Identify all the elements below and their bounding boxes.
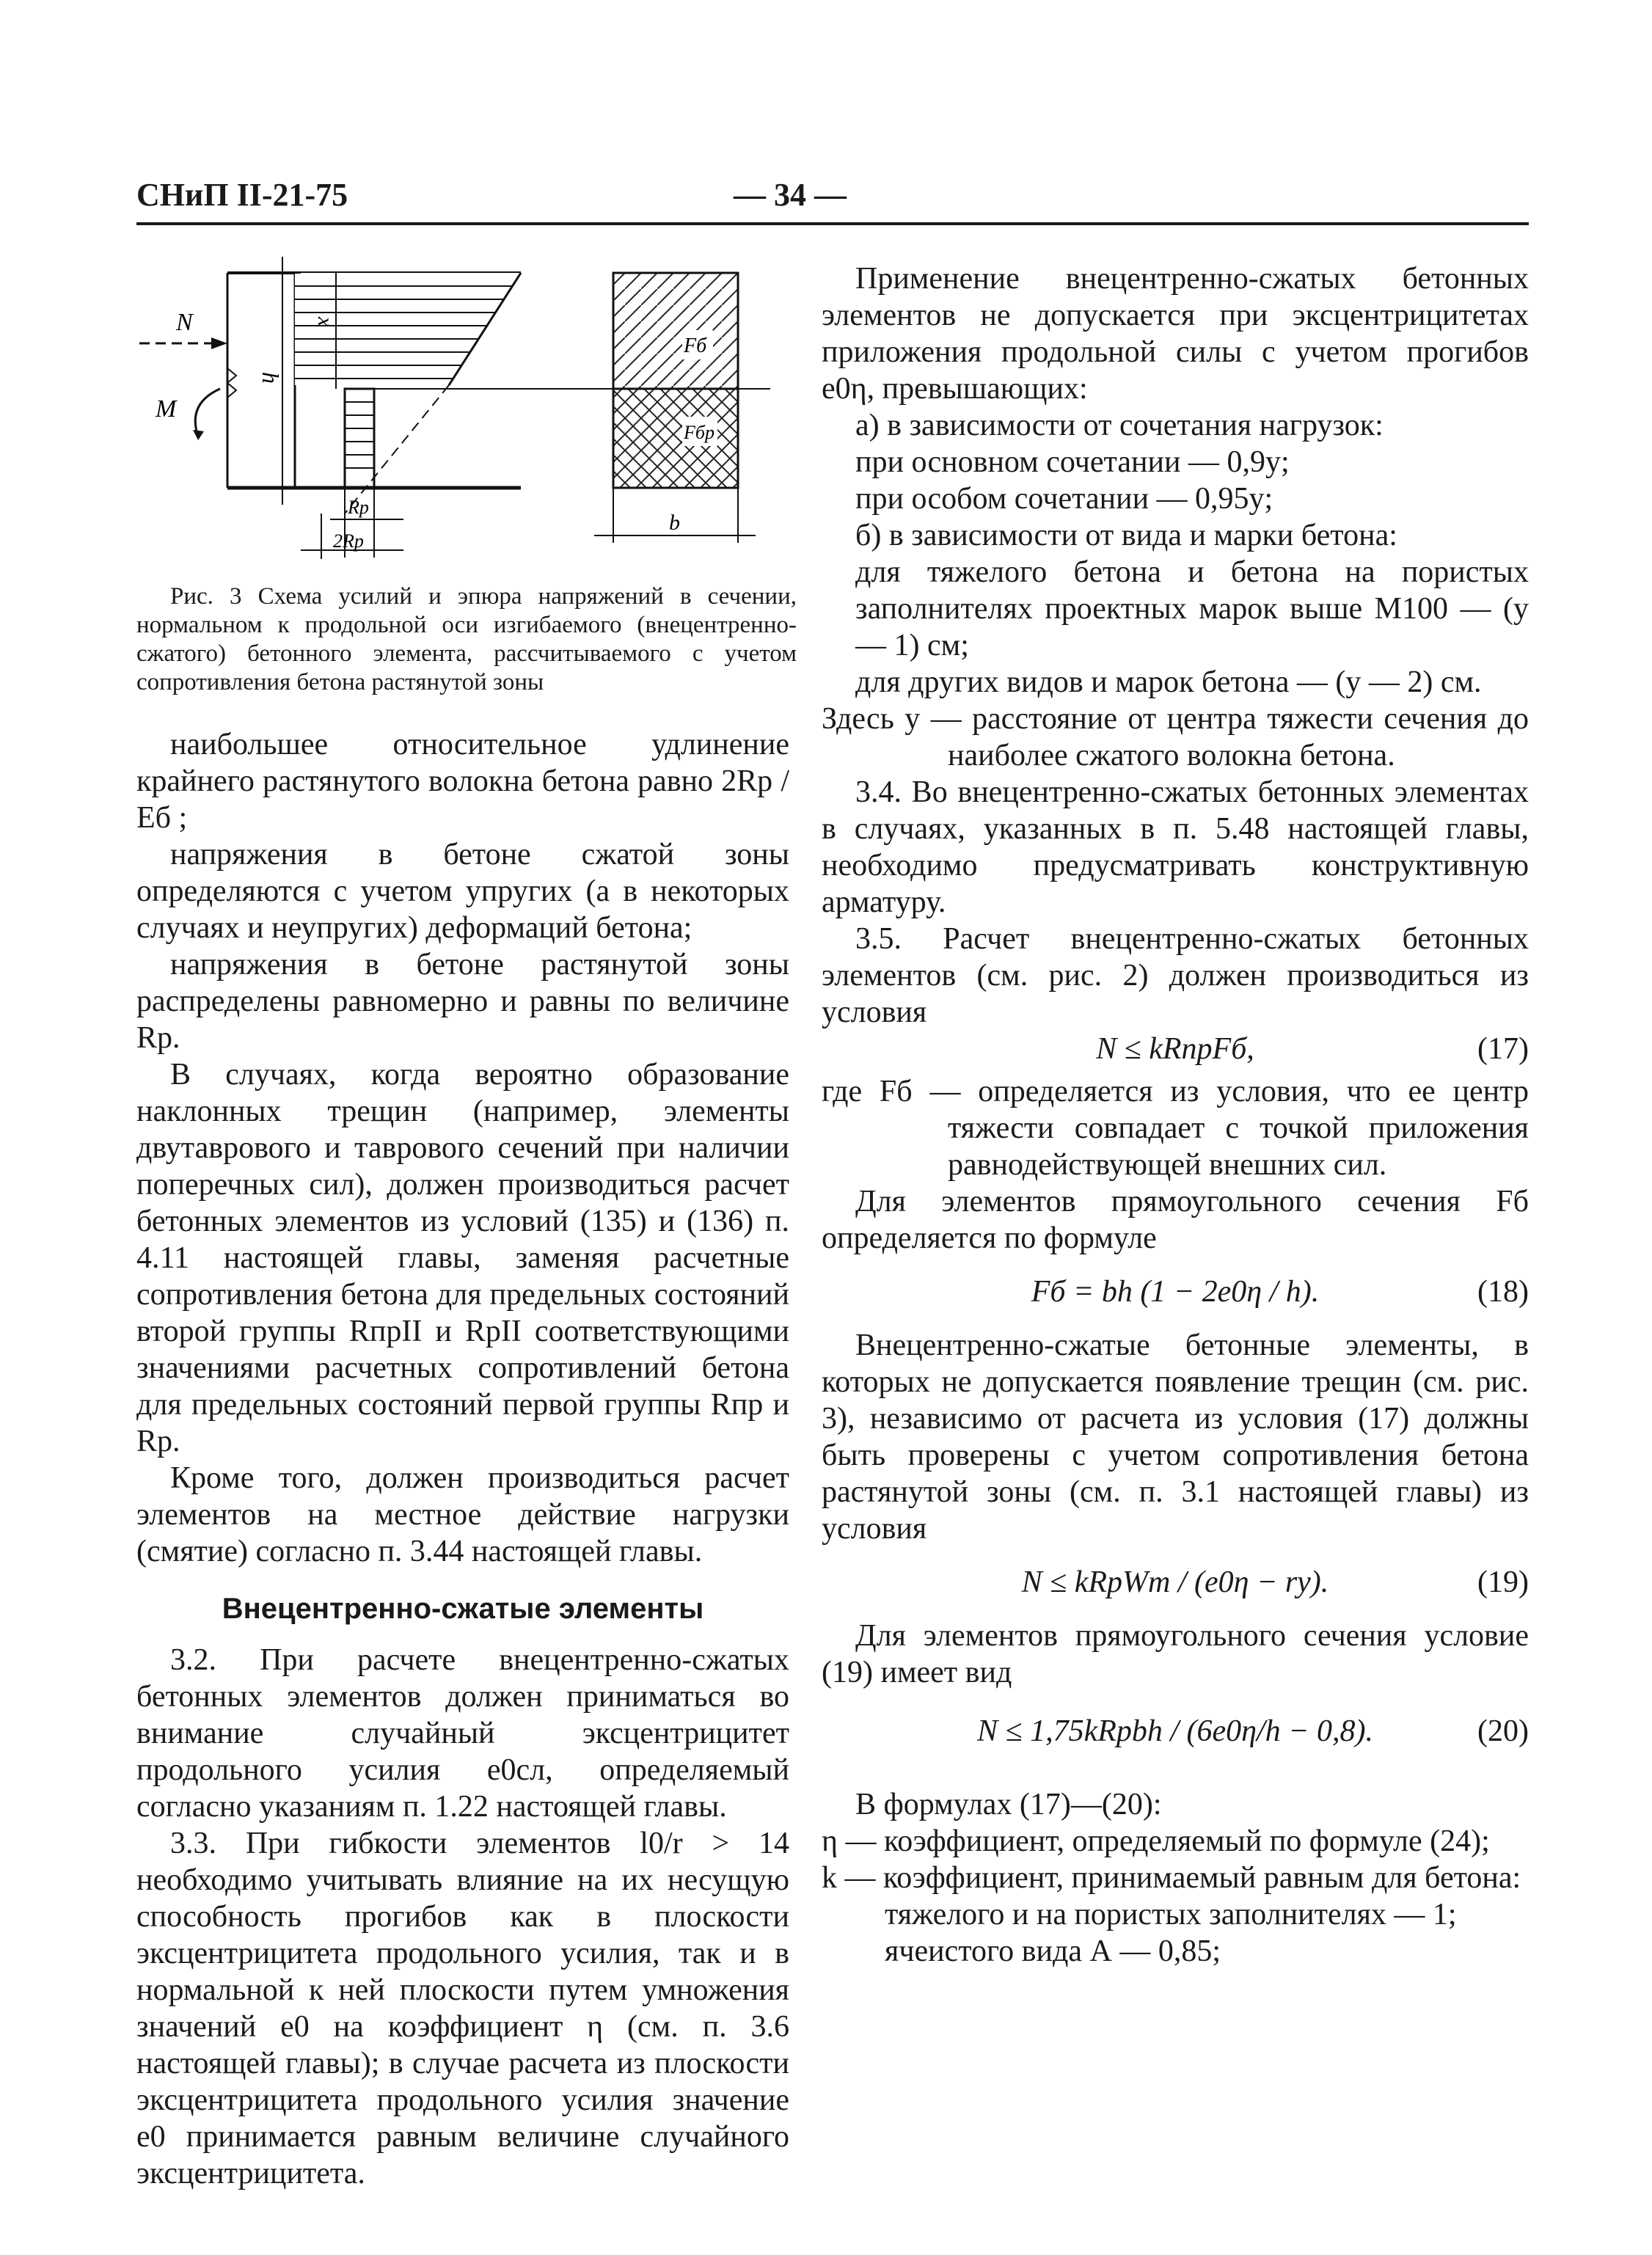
label-n: N	[176, 309, 193, 336]
formula-19	[822, 1547, 1529, 1618]
formula-19-number: (19)	[1477, 1565, 1529, 1599]
list-item-b: б) в зависимости от вида и марки бетона:	[855, 519, 1397, 552]
clause-3-2: 3.2. При расчете внецентренно-сжатых бетонных элементов должен приниматься во внимание случайный эксцентрицитет продольного усилия e0сл, определяемый согласно указаниям п. 1.22 настоящей главы.	[136, 1643, 789, 1824]
header-rule	[136, 222, 1529, 225]
left-paragraph-5: Кроме того, должен производиться расчет элементов на местное действие нагрузки (смятие) согласно п. 3.44 настоящей главы.	[136, 1461, 789, 1568]
formula-20-number: (20)	[1477, 1714, 1529, 1748]
page-number: — 34 —	[734, 177, 847, 213]
list-item-a: а) в зависимости от сочетания нагрузок:	[855, 409, 1384, 442]
formula-17-text: N ≤ kRпрFб,	[1096, 1032, 1254, 1066]
label-rp: Rp	[348, 497, 369, 518]
right-paragraph-1: Применение внецентренно-сжатых бетонных элементов не допускается при эксцентрицитетах приложения продольной силы с учетом прогибов e0η, превышающих:	[822, 262, 1529, 406]
list-item-other: для других видов и марок бетона — (y — 2) см.	[855, 665, 1482, 699]
label-h: h	[257, 372, 284, 384]
label-m: M	[156, 395, 177, 423]
section-heading: Внецентренно-сжатые элементы	[222, 1593, 704, 1625]
k-heavy: тяжелого и на пористых заполнителях — 1;	[885, 1898, 1457, 1931]
definition-eta: η — коэффициент, определяемый по формуле (24);	[822, 1824, 1490, 1858]
definition-k: k — коэффициент, принимаемый равным для бетона:	[822, 1861, 1521, 1895]
clause-3-5: 3.5. Расчет внецентренно-сжатых бетонных элементов (см. рис. 2) должен производиться из условия	[822, 922, 1529, 1029]
left-paragraph-2: напряжения в бетоне сжатой зоны определяются с учетом упругих (а в некоторых случаях и неупругих) деформаций бетона;	[136, 838, 789, 945]
formula-17-number: (17)	[1477, 1032, 1529, 1066]
moment-arrow	[195, 389, 220, 436]
formula-19-text: N ≤ kRpWт / (e0η − ry).	[1021, 1565, 1329, 1599]
right-paragraph-rect-19: Для элементов прямоугольного сечения условие (19) имеет вид	[822, 1619, 1529, 1689]
k-cellular: ячеистого вида А — 0,85;	[885, 1934, 1221, 1968]
definition-f-b: где Fб — определяется из условия, что ее центр тяжести совпадает с точкой приложения равнодействующей внешних сил.	[822, 1075, 1529, 1182]
tension-stress-block	[345, 389, 374, 488]
list-item-special: при особом сочетании — 0,95y;	[855, 482, 1273, 516]
right-column	[822, 260, 1529, 1970]
right-paragraph-rect: Для элементов прямоугольного сечения Fб определяется по формуле	[822, 1185, 1529, 1255]
list-item-heavy: для тяжелого бетона и бетона на пористых заполнителях проектных марок выше М100 — (y — 1) см;	[855, 555, 1529, 662]
label-2rp: 2Rp	[333, 530, 364, 552]
stress-diagram-figure	[125, 257, 770, 572]
label-b: b	[669, 511, 680, 535]
left-paragraph-3: напряжения в бетоне растянутой зоны распределены равномерно и равны по величине Rp.	[136, 948, 789, 1055]
compressed-zone-area	[613, 273, 738, 389]
definition-y: Здесь y — расстояние от центра тяжести сечения до наиболее сжатого волокна бетона.	[822, 702, 1529, 772]
figure-caption: Рис. 3 Схема усилий и эпюра напряжений в сечении, нормальном к продольной оси изгибаемого (внецентренно-сжатого) бетонного элемента, рассчитываемого с учетом сопротивления бетона растянутой зоны	[136, 583, 797, 695]
left-paragraph-1: наибольшее относительное удлинение крайнего растянутого волокна бетона равно 2Rp / Eб ;	[136, 728, 789, 835]
tensioned-zone-area	[613, 389, 738, 488]
formula-18	[822, 1257, 1529, 1327]
left-paragraph-4: В случаях, когда вероятно образование наклонных трещин (например, элементы двутаврового и таврового сечений при наличии поперечных сил), должен производиться расчет бетонных элементов из условий (135) и (136) п. 4.11 настоящей главы, заменяя расчетные сопротивления бетона для предельных состояний второй группы RпрII и RpII соответствующими значениями расчетных сопротивлений бетона для предельных состояний первой группы Rпр и Rp.	[136, 1058, 789, 1458]
formula-20-text: N ≤ 1,75kRpbh / (6e0η/h − 0,8).	[977, 1714, 1373, 1748]
label-f-bp: Fбр	[684, 422, 714, 443]
formulas-intro: В формулах (17)—(20):	[855, 1788, 1162, 1821]
right-paragraph-cracks: Внецентренно-сжатые бетонные элементы, в которых не допускается появление трещин (см. рис. 3), независимо от расчета из условия (17) должны быть проверены с учетом сопротивления бетона растянутой зоны (см. п. 3.1 настоящей главы) из условия	[822, 1328, 1529, 1546]
formula-20	[822, 1691, 1529, 1772]
list-item-basic: при основном сочетании — 0,9y;	[855, 445, 1290, 479]
left-column	[136, 726, 789, 2192]
document-code: СНиП II-21-75	[136, 177, 348, 213]
clause-3-3: 3.3. При гибкости элементов l0/r > 14 необходимо учитывать влияние на их несущую способность прогибов как в плоскости эксцентрицитета продольного усилия, так и в нормальной к ней плоскости путем умножения значений e0 на коэффициент η (см. п. 3.6 настоящей главы); в случае расчета из плоскости эксцентрицитета продольного усилия значение e0 принимается равным величине случайного эксцентрицитета.	[136, 1827, 789, 2190]
formula-18-text: Fб = bh (1 − 2e0η / h).	[1031, 1275, 1320, 1309]
formula-17	[822, 1031, 1529, 1073]
formula-18-number: (18)	[1477, 1275, 1529, 1309]
clause-3-4: 3.4. Во внецентренно-сжатых бетонных элементах в случаях, указанных в п. 5.48 настоящей главы, необходимо предусматривать конструктивную арматуру.	[822, 775, 1529, 919]
label-f-b: Fб	[684, 335, 707, 357]
label-x: x	[313, 317, 337, 327]
